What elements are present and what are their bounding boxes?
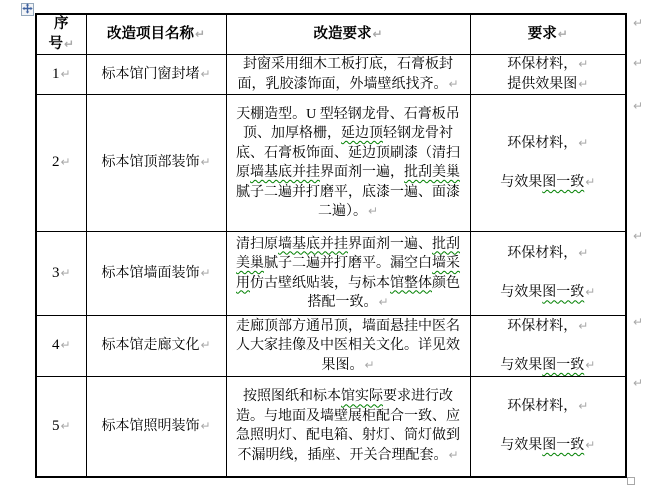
paragraph-mark: ↵ — [200, 338, 211, 353]
demand-line2 — [475, 75, 622, 95]
header-cell-demand[interactable]: 要求↵ — [470, 14, 626, 55]
grammar-flagged-text: 图一致 — [542, 438, 585, 453]
requirements-text — [236, 389, 460, 463]
paragraph-mark: ↵ — [60, 66, 71, 81]
grammar-flagged-text: 墙采用 — [236, 256, 460, 291]
paragraph-mark: ↵ — [364, 357, 375, 372]
grammar-flagged-text: 批刮美巢 — [236, 236, 460, 271]
paragraph-mark: ↵ — [578, 135, 589, 150]
header-cell-project-name[interactable]: 改造项目名称↵ — [86, 14, 226, 55]
paragraph-mark: ↵ — [578, 57, 589, 71]
text-segment: 按照图纸和标本 — [243, 389, 341, 405]
project-name-cell[interactable]: 标本馆走廊文化↵ — [86, 316, 226, 377]
grammar-flagged-text: 图一致 — [542, 174, 585, 190]
text-segment: 封窗采用细木工板打底，石膏板封面，乳胶漆饰面，外墙壁纸找齐。 — [237, 57, 453, 92]
requirements-cell[interactable] — [226, 55, 470, 95]
table-row — [36, 55, 626, 95]
demand-line2 — [475, 436, 622, 456]
demand-text — [500, 175, 584, 190]
paragraph-mark: ↵ — [60, 265, 71, 280]
empty-line — [475, 153, 622, 173]
grammar-flagged-text: 图一致 — [542, 357, 585, 373]
row-end-mark: ↵ — [633, 16, 644, 30]
paragraph-mark: ↵ — [578, 318, 589, 333]
text-segment: 与效果 — [500, 285, 543, 301]
header-index-line2: 号↵ — [48, 35, 75, 52]
paragraph-mark: ↵ — [200, 265, 211, 280]
demand-line2 — [475, 173, 622, 193]
renovation-requirements-table — [35, 13, 627, 478]
paragraph-mark: ↵ — [378, 295, 389, 309]
text-segment: 与效果 — [500, 438, 543, 453]
project-name-cell[interactable]: 标本馆墙面装饰↵ — [86, 232, 226, 316]
requirements-text — [237, 57, 453, 92]
demand-line1: 环保材料，↵ — [507, 246, 589, 262]
paragraph-mark: ↵ — [585, 438, 596, 452]
paragraph-mark: ↵ — [578, 399, 589, 413]
demand-line2 — [475, 283, 622, 303]
paragraph-mark: ↵ — [194, 26, 206, 41]
paragraph-mark: ↵ — [448, 447, 459, 462]
grammar-flagged-text: 墙基底并挂 — [250, 165, 320, 180]
demand-text — [500, 285, 584, 300]
grammar-flagged-text: 馆实际 — [341, 389, 383, 405]
move-arrows-icon — [22, 1, 33, 19]
row-end-mark: ↵ — [633, 376, 644, 390]
requirements-text — [236, 107, 460, 220]
empty-line — [475, 336, 622, 356]
row-number-cell[interactable]: 1↵ — [36, 55, 86, 95]
demand-cell[interactable] — [470, 316, 626, 377]
header-cell-index[interactable] — [36, 14, 86, 55]
table-header-row — [36, 14, 626, 55]
paragraph-mark: ↵ — [367, 204, 379, 218]
paragraph-mark: ↵ — [578, 76, 589, 91]
demand-cell[interactable] — [470, 377, 626, 477]
grammar-flagged-text: 批刮美巢 — [404, 165, 460, 180]
paragraph-mark: ↵ — [60, 338, 71, 353]
table-resize-handle[interactable] — [627, 477, 635, 485]
paragraph-mark: ↵ — [63, 36, 75, 51]
row-number-cell[interactable]: 5↵ — [36, 377, 86, 477]
paragraph-mark: ↵ — [448, 76, 459, 91]
paragraph-mark: ↵ — [557, 26, 568, 41]
table-move-handle[interactable] — [21, 3, 34, 16]
requirements-cell[interactable] — [226, 316, 470, 377]
table-row — [36, 232, 626, 316]
requirements-cell[interactable] — [226, 232, 470, 316]
header-index-line1: 序 — [54, 16, 69, 32]
row-end-mark: ↵ — [633, 56, 644, 70]
demand-line1: 环保材料，↵ — [507, 57, 589, 72]
text-segment: 界面剂一遍、 — [348, 236, 432, 252]
row-number-cell[interactable]: 4↵ — [36, 316, 86, 377]
paragraph-mark: ↵ — [60, 418, 71, 433]
empty-line — [475, 417, 622, 437]
text-segment: 界面剂一遍， — [320, 165, 404, 180]
row-number-cell[interactable]: 3↵ — [36, 232, 86, 316]
paragraph-mark: ↵ — [60, 155, 71, 170]
project-name-cell[interactable]: 标本馆照明装饰↵ — [86, 377, 226, 477]
text-segment: 天棚造型。U 型轻钢龙骨、石膏板吊顶、加厚格栅， — [236, 106, 460, 141]
text-segment: 走廊顶部方通吊顶，墙面悬挂中医名人大家挂像及中医相关文化。详见效果图。 — [236, 318, 460, 373]
demand-line2 — [475, 356, 622, 376]
requirements-cell[interactable] — [226, 95, 470, 232]
text-segment: 腻子二遍并打磨平。漏空白 — [264, 256, 432, 271]
table-row — [36, 95, 626, 232]
grammar-flagged-text: 延边顶 — [341, 126, 383, 141]
text-segment: 清扫原 — [236, 236, 278, 252]
header-cell-requirements[interactable]: 改造要求↵ — [226, 14, 470, 55]
table-row — [36, 377, 626, 477]
paragraph-mark: ↵ — [200, 66, 211, 81]
text-segment: 颜色搭配一致。 — [307, 275, 460, 310]
demand-text — [500, 358, 584, 373]
project-name-cell[interactable]: 标本馆门窗封堵↵ — [86, 55, 226, 95]
paragraph-mark: ↵ — [585, 285, 596, 300]
demand-cell[interactable] — [470, 232, 626, 316]
paragraph-mark: ↵ — [200, 155, 211, 170]
empty-line — [475, 264, 622, 284]
demand-text — [500, 438, 584, 453]
table-row — [36, 316, 626, 377]
demand-line1: 环保材料，↵ — [507, 399, 589, 414]
demand-line1: 环保材料，↵ — [507, 318, 589, 334]
paragraph-mark: ↵ — [372, 26, 383, 41]
requirements-text — [236, 319, 460, 373]
grammar-flagged-text: 墙基底并挂 — [278, 236, 348, 252]
demand-cell[interactable] — [470, 95, 626, 232]
grammar-flagged-text: 馆整体 — [390, 275, 432, 291]
text-segment: 仿古壁纸贴装，与标本 — [250, 275, 390, 291]
row-number-cell[interactable]: 2↵ — [36, 95, 86, 232]
text-segment: 腻子二遍并打磨平，底漆一遍、面漆二遍）。 — [236, 184, 460, 219]
paragraph-mark: ↵ — [578, 246, 589, 261]
project-name-cell[interactable]: 标本馆顶部装饰↵ — [86, 95, 226, 232]
row-end-mark: ↵ — [633, 229, 644, 243]
text-segment: 轻钢龙骨衬底、石膏板饰面、延边顶刷漆（清扫原 — [236, 126, 460, 180]
paragraph-mark: ↵ — [585, 174, 596, 189]
requirements-text — [236, 237, 460, 311]
text-segment: 与效果 — [500, 357, 543, 373]
paragraph-mark: ↵ — [585, 357, 596, 372]
requirements-cell[interactable] — [226, 377, 470, 477]
row-end-mark: ↵ — [633, 99, 644, 113]
demand-cell[interactable] — [470, 55, 626, 95]
text-segment: 与效果 — [500, 174, 543, 190]
paragraph-mark: ↵ — [200, 418, 211, 433]
demand-text — [507, 77, 577, 92]
grammar-flagged-text: 图一致 — [542, 285, 585, 301]
row-end-mark: ↵ — [633, 315, 644, 329]
text-segment: 提供效果图 — [507, 76, 578, 92]
text-segment: 要求进行改造。与地面及墙壁展柜配合一致、应急照明灯、配电箱、射灯、筒灯做到不漏明线，插座、开关合理配套。 — [236, 389, 460, 463]
demand-line1: 环保材料，↵ — [507, 135, 589, 151]
